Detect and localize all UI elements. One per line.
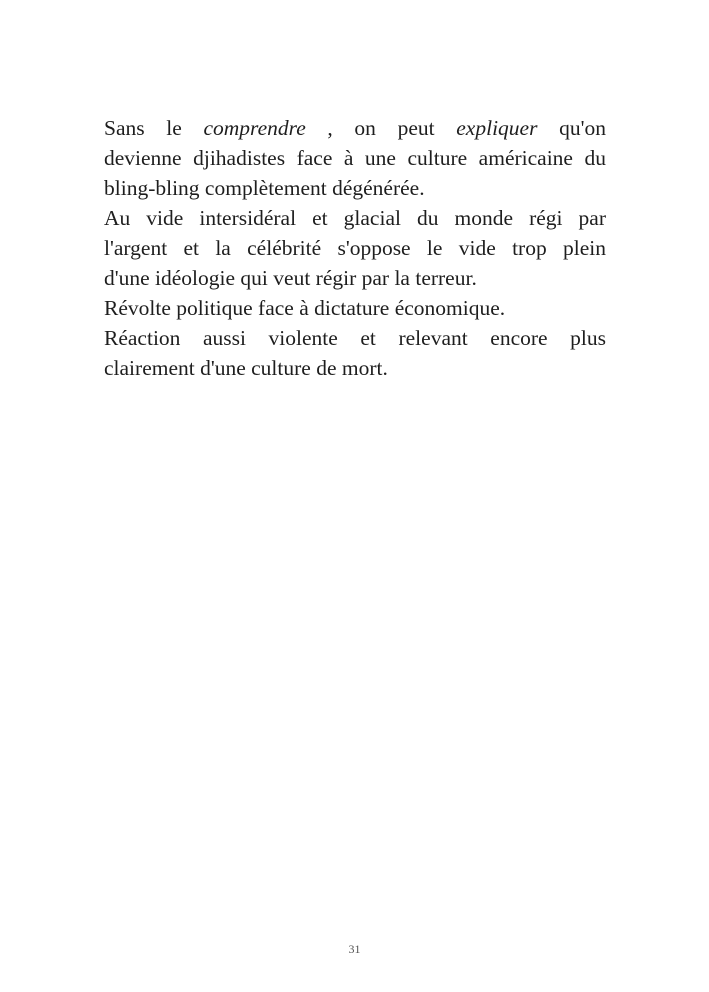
paragraph-2-line-1: Au vide intersidéral et glacial du monde régi par [104,206,606,230]
paragraph-4-line-1: Réaction aussi violente et relevant encore plus [104,326,606,350]
paragraph-1 [104,113,606,203]
italic-word-comprendre: comprendre [203,116,306,140]
paragraph-3 [104,293,606,323]
paragraph-3-line-1: Révolte politique face à dictature économique. [104,296,506,320]
body-text [104,113,606,383]
text-segment: qu'on [537,116,606,140]
paragraph-2 [104,203,606,293]
page-number: 31 [348,942,361,956]
paragraph-4 [104,323,606,383]
italic-word-expliquer: expliquer [456,116,538,140]
text-segment: Sans le [104,116,204,140]
paragraph-2-line-2: l'argent et la célébrité s'oppose le vide trop plein [104,236,606,260]
paragraph-4-line-2: clairement d'une culture de mort. [104,356,388,380]
paragraph-1-line-1 [104,113,606,143]
paragraph-1-line-3: bling-bling complètement dégénérée. [104,176,425,200]
paragraph-2-line-3: d'une idéologie qui veut régir par la terreur. [104,266,477,290]
text-segment: , on peut [305,116,457,140]
paragraph-1-line-2: devienne djihadistes face à une culture américaine du [104,146,606,170]
